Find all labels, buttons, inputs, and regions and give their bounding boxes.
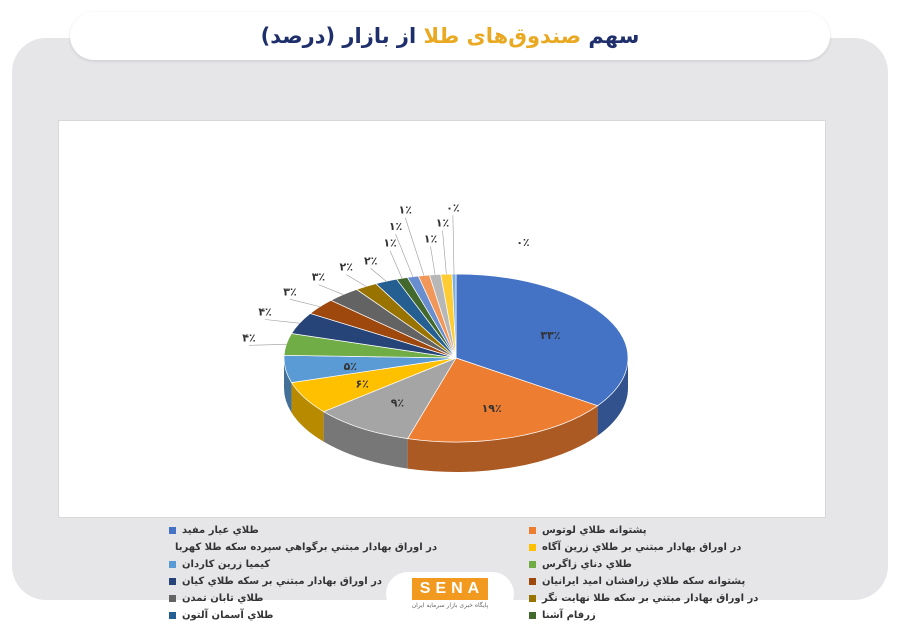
value-label-13: ۱٪	[398, 203, 412, 217]
leader-line-9	[346, 275, 366, 287]
value-label-15: ۱٪	[435, 216, 450, 230]
legend-label: پشتوانه سکه طلاي زرافشان اميد ايرانيان	[542, 576, 746, 587]
value-label-8: ۳٪	[311, 270, 326, 284]
value-label-14: ۱٪	[423, 232, 438, 246]
legend-item-1	[529, 525, 779, 536]
value-label-0: ۳۳٪	[540, 328, 561, 342]
legend-item-9	[529, 593, 779, 604]
legend-item-7	[529, 576, 779, 587]
legend-item-11	[529, 610, 779, 621]
sena-logo: SENA	[412, 578, 488, 600]
legend-swatch	[529, 527, 536, 534]
legend-swatch	[169, 561, 176, 568]
value-label-3: ۶٪	[355, 377, 369, 391]
legend-swatch	[529, 561, 536, 568]
legend-swatch	[529, 578, 536, 585]
leader-line-12	[396, 234, 413, 277]
legend-swatch	[169, 612, 176, 619]
pie-chart	[59, 121, 825, 517]
value-label-10: ۲٪	[364, 254, 378, 268]
footer-logo	[386, 572, 514, 616]
value-label-2: ۹٪	[390, 396, 405, 410]
title-part-2: صندوق‌های طلا	[423, 24, 582, 48]
leader-line-13	[405, 218, 424, 276]
legend-swatch	[169, 527, 176, 534]
legend-item-6	[169, 576, 419, 587]
legend-swatch	[529, 595, 536, 602]
title-part-3: از بازار (درصد)	[260, 24, 417, 48]
legend-item-4	[169, 559, 419, 570]
legend-label: کيميا زرين کاردان	[182, 559, 271, 570]
legend-label: در اوراق بهادار مبتني بر سکه طلا نهايت نگر	[542, 593, 759, 604]
leader-line-11	[390, 251, 402, 279]
legend-label: در اوراق بهادار مبتني بر طلاي زرين آگاه	[542, 542, 742, 553]
legend-swatch	[169, 578, 176, 585]
legend-label: طلاي دناي زاگرس	[542, 559, 632, 570]
legend-label: طلاي تابان تمدن	[182, 593, 264, 604]
legend-item-10	[169, 610, 419, 621]
legend-item-0	[169, 525, 419, 536]
value-label-9: ۲٪	[339, 260, 353, 274]
value-label-7: ۳٪	[283, 285, 297, 299]
leader-line-14	[430, 246, 435, 274]
legend-label: در اوراق بهادار مبتني برگواهي سپرده سکه طلا کهربا	[175, 542, 438, 553]
value-label-11: ۱٪	[383, 236, 397, 250]
leader-line-8	[318, 285, 343, 295]
legend-label: زرفام آشنا	[542, 610, 596, 621]
value-label-extra: ۰٪	[516, 236, 530, 249]
leader-line-7	[290, 299, 320, 306]
legend-item-2	[169, 542, 438, 553]
logo-subtitle: پایگاه خبری بازار سرمایه ایران	[411, 602, 489, 609]
value-label-5: ۴٪	[242, 331, 256, 345]
leader-line-10	[371, 268, 386, 281]
leader-line-5	[249, 344, 286, 345]
value-label-6: ۴٪	[258, 305, 272, 319]
legend-item-5	[529, 559, 779, 570]
value-label-1: ۱۹٪	[481, 402, 502, 416]
legend-label: پشتوانه طلاي لوتوس	[542, 525, 647, 536]
leader-line-6	[265, 320, 299, 324]
legend-label: طلاي آسمان آلتون	[182, 610, 274, 621]
legend-label: در اوراق بهادار مبتني بر سکه طلاي کيان	[182, 576, 383, 587]
value-label-16: ۰٪	[446, 201, 460, 215]
title-banner	[70, 12, 830, 60]
legend-swatch	[169, 595, 176, 602]
title-part-1: سهم	[588, 24, 640, 48]
value-label-12: ۱٪	[388, 220, 403, 234]
legend-swatch	[529, 544, 536, 551]
value-label-4: ۵٪	[343, 359, 358, 373]
leader-line-15	[443, 231, 447, 275]
leader-line-16	[453, 215, 454, 274]
legend-item-3	[529, 542, 779, 553]
legend-label: طلاي عيار مفيد	[182, 525, 259, 536]
legend-item-8	[169, 593, 419, 604]
legend-swatch	[529, 612, 536, 619]
